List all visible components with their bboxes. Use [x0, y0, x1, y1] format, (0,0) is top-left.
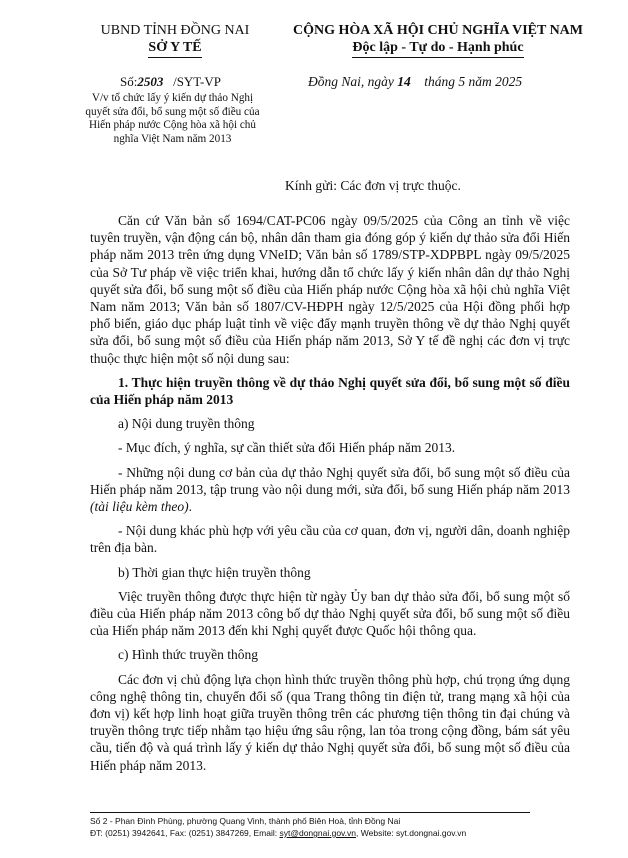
footer-email-link[interactable]: syt@dongnai.gov.vn — [279, 828, 357, 838]
date-prefix: Đồng Nai, ngày — [308, 74, 394, 89]
section-b-paragraph: Việc truyền thông được thực hiện từ ngày Ủy ban dự thảo sửa đổi, bổ sung một số điều của Hiến pháp năm 2013 công bố dự thảo Nghị quyết sửa đổi, bổ sung một số điều của Hiến pháp năm 2013 đến khi Nghị quyết được Quốc hội thông qua. — [90, 588, 570, 639]
issuing-authority — [60, 22, 290, 58]
document-date — [308, 74, 608, 90]
section-a-heading: a) Nội dung truyền thông — [118, 416, 255, 432]
number-suffix: /SYT-VP — [173, 74, 222, 89]
section-1-heading: 1. Thực hiện truyền thông về dự thảo Nghị quyết sửa đổi, bổ sung một số điều của Hiến pháp năm 2013 — [90, 374, 570, 408]
number-value: 2503 — [137, 74, 164, 89]
organization-name: SỞ Y TẾ — [148, 39, 201, 58]
section-a-item-2 — [90, 464, 570, 516]
date-suffix: tháng 5 năm 2025 — [424, 74, 523, 89]
date-day: 14 — [397, 74, 411, 89]
national-motto: Độc lập - Tự do - Hạnh phúc — [352, 39, 523, 58]
section-c-heading: c) Hình thức truyền thông — [118, 647, 259, 663]
section-a-item-2-end: . — [188, 499, 192, 515]
national-title — [268, 22, 608, 58]
section-a-item-3: - Nội dung khác phù hợp với yêu cầu của cơ quan, đơn vị, người dân, doanh nghiệp trên địa bàn. — [90, 523, 570, 556]
footer-address: Số 2 - Phan Đình Phùng, phường Quang Vinh, thành phố Biên Hoà, tỉnh Đồng Nai — [90, 816, 401, 826]
number-prefix: Số: — [119, 74, 138, 89]
document-number — [78, 74, 263, 90]
parent-organization: UBND TỈNH ĐỒNG NAI — [100, 23, 250, 38]
footer-website: , Website: syt.dongnai.gov.vn — [356, 828, 467, 838]
footer-contact — [90, 827, 610, 839]
section-a-item-1: - Mục đích, ý nghĩa, sự cần thiết sửa đổi Hiến pháp năm 2013. — [118, 440, 456, 456]
section-a-item-2-text: - Những nội dung cơ bản của dự thảo Nghị quyết sửa đổi, bổ sung một số điều của Hiến pháp năm 2013, tập trung vào nội dung mới, sửa đổi, bổ sung Hiến pháp năm 2013 — [90, 464, 570, 497]
footer-divider — [90, 812, 530, 813]
nation-name: CỘNG HÒA XÃ HỘI CHỦ NGHĨA VIỆT NAM — [292, 23, 583, 38]
footer — [90, 815, 610, 839]
document-body — [90, 212, 570, 781]
document-subject: V/v tổ chức lấy ý kiến dự thảo Nghị quyết sửa đổi, bổ sung một số điều của Hiến pháp nước Cộng hòa xã hội chủ nghĩa Việt Nam năm 2013 — [85, 92, 260, 145]
section-b-heading: b) Thời gian thực hiện truyền thông — [118, 564, 311, 580]
recipient: Kính gửi: Các đơn vị trực thuộc. — [285, 178, 461, 193]
footer-contact-prefix: ĐT: (0251) 3942641, Fax: (0251) 3847269, Email: — [90, 828, 280, 838]
attachment-note: (tài liệu kèm theo) — [90, 499, 189, 515]
intro-paragraph: Căn cứ Văn bản số 1694/CAT-PC06 ngày 09/5/2025 của Công an tỉnh về việc tuyên truyền, vận động cán bộ, nhân dân tham gia đóng góp ý kiến dự thảo sửa đổi Hiến pháp năm 2013 trên ứng dụng VNeID; Văn bản số 1789/STP-XDPBPL ngày 09/5/2025 của Sở Tư pháp về việc triển khai, hướng dẫn tổ chức lấy ý kiến nhân dân dự thảo Nghị quyết sửa đổi, bổ sung một số điều của Hiến pháp nước Cộng hòa xã hội chủ nghĩa Việt Nam năm 2013; Văn bản số 1807/CV-HĐPH ngày 12/5/2025 của Hội đồng phối hợp phổ biến, giáo dục pháp luật tỉnh về việc đẩy mạnh truyền thông về dự thảo Nghị quyết sửa đổi, bổ sung một số điều của Hiến pháp năm 2013, Sở Y tế đề nghị các đơn vị trực thuộc thực hiện một số nội dung sau: — [90, 213, 570, 366]
section-c-paragraph: Các đơn vị chủ động lựa chọn hình thức truyền thông phù hợp, chú trọng ứng dụng công nghệ thông tin, chuyển đổi số (qua Trang thông tin điện tử, trang mạng xã hội của đơn vị) kết hợp linh hoạt giữa truyền thông trên các phương tiện thông tin đại chúng và truyền thông trực tiếp nhằm tạo hiệu ứng sâu rộng, lan tỏa trong cộng đồng, bám sát yêu cầu, tiến độ và quá trình lấy ý kiến dự thảo Nghị quyết sửa đổi, bổ sung một số điều của Hiến pháp năm 2013. — [90, 671, 570, 773]
